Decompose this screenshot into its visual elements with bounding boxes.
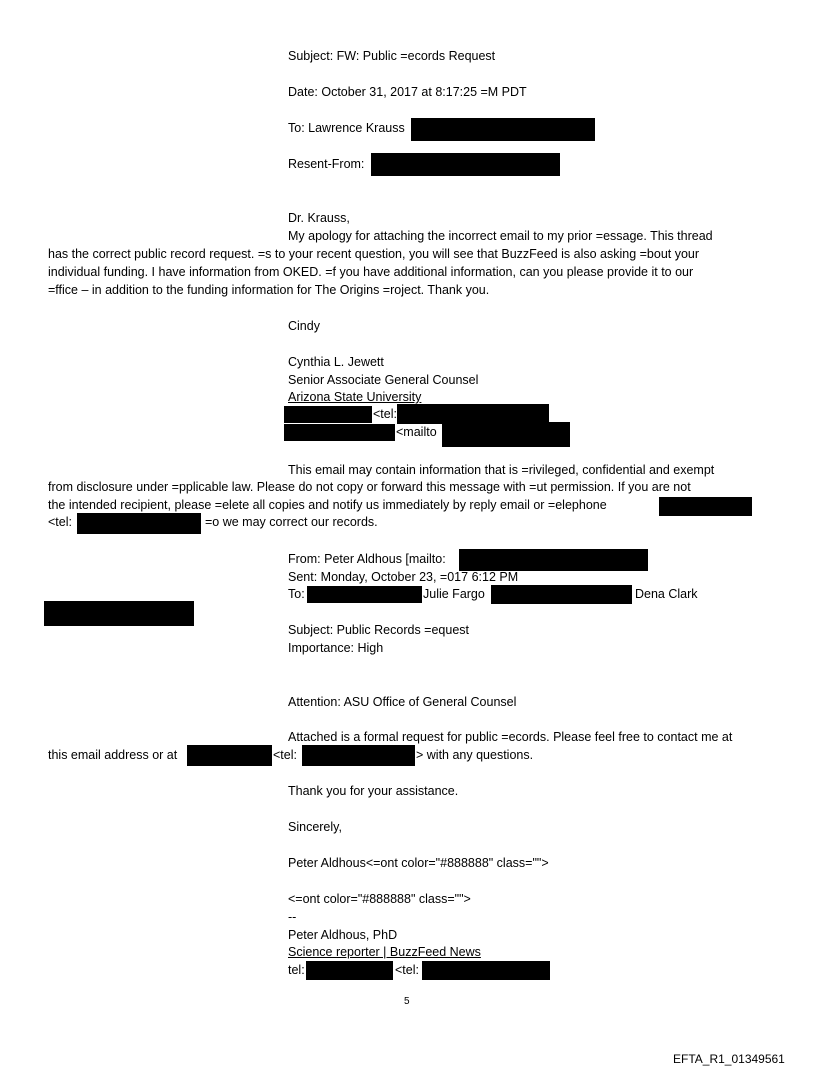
fwd-thanks: Thank you for your assistance. [288, 784, 459, 798]
fwd-from: From: Peter Aldhous [mailto: [288, 552, 446, 566]
fwd-request-tel: <tel: [273, 748, 297, 762]
disclaimer-line: =o we may correct our records. [205, 515, 378, 529]
redaction-mailto-link [442, 422, 570, 447]
email-date: Date: October 31, 2017 at 8:17:25 =M PDT [288, 85, 527, 99]
redaction-to-address [411, 118, 595, 141]
fwd-signature-role: Science reporter | BuzzFeed News [288, 945, 481, 959]
fwd-sincerely: Sincerely, [288, 820, 342, 834]
email-resent-from: Resent-From: [288, 157, 365, 171]
redaction-contact-tel [302, 745, 415, 766]
fwd-attention: Attention: ASU Office of General Counsel [288, 695, 517, 709]
signature-name: Cynthia L. Jewett [288, 355, 384, 369]
signoff: Cindy [288, 319, 320, 333]
redaction-contact-phone [187, 745, 272, 766]
redaction-telephone [659, 497, 752, 516]
redaction-sig-tel [306, 961, 393, 980]
page-number: 5 [404, 996, 410, 1007]
redaction-fwd-to-1 [307, 586, 422, 603]
signature-title: Senior Associate General Counsel [288, 373, 479, 387]
fwd-to-label: To: [288, 587, 305, 601]
body-paragraph-line: My apology for attaching the incorrect email to my prior =essage. This thread [288, 229, 713, 243]
fwd-signature-tel: <tel: [395, 963, 419, 977]
disclaimer-line: from disclosure under =pplicable law. Please do not copy or forward this message with =ut permission. If you are not [48, 480, 691, 494]
redaction-email [284, 424, 395, 441]
redaction-fwd-to-3 [44, 601, 194, 626]
disclaimer-line: the intended recipient, please =elete all copies and notify us immediately by reply email or =elephone [48, 498, 607, 512]
redaction-resent-from [371, 153, 560, 176]
redaction-fwd-to-2 [491, 585, 632, 604]
signature-org: Arizona State University [288, 390, 422, 404]
fwd-request-line: Attached is a formal request for public =ecords. Please feel free to contact me at [288, 730, 733, 744]
fwd-signature-line: Peter Aldhous<=ont color="#888888" class=""> [288, 856, 549, 870]
fwd-to-recipient: Julie Fargo [423, 587, 485, 601]
bates-number: EFTA_R1_01349561 [673, 1052, 785, 1066]
redaction-tel-disclaimer [77, 513, 201, 534]
email-to: To: Lawrence Krauss [288, 121, 405, 135]
greeting: Dr. Krauss, [288, 211, 350, 225]
redaction-fwd-from [459, 549, 648, 571]
email-subject: Subject: FW: Public =ecords Request [288, 49, 496, 63]
fwd-signature-name: Peter Aldhous, PhD [288, 928, 398, 942]
signature-tel: <tel: [373, 407, 397, 421]
body-paragraph-line: individual funding. I have information from OKED. =f you have additional information, can you please provide it to our [48, 265, 694, 279]
signature-mailto: <mailto [396, 425, 437, 439]
fwd-signature-line: <=ont color="#888888" class=""> [288, 892, 471, 906]
body-paragraph-line: =ffice – in addition to the funding information for The Origins =roject. Thank you. [48, 283, 490, 297]
redaction-tel-link [397, 404, 549, 424]
fwd-sent: Sent: Monday, October 23, =017 6:12 PM [288, 570, 519, 584]
body-paragraph-line: has the correct public record request. =s to your recent question, you will see that BuzzFeed is also asking =bout your [48, 247, 700, 261]
redaction-sig-tel-2 [422, 961, 550, 980]
disclaimer-line: This email may contain information that is =rivileged, confidential and exempt [288, 463, 715, 477]
fwd-signature-dash: -- [288, 910, 297, 924]
fwd-request-line: > with any questions. [416, 748, 534, 762]
fwd-request-line: this email address or at [48, 748, 178, 762]
fwd-signature-tel: tel: [288, 963, 305, 977]
fwd-subject: Subject: Public Records =equest [288, 623, 470, 637]
disclaimer-tel: <tel: [48, 515, 72, 529]
fwd-to-recipient: Dena Clark [635, 587, 698, 601]
redaction-phone [284, 406, 372, 423]
fwd-importance: Importance: High [288, 641, 384, 655]
